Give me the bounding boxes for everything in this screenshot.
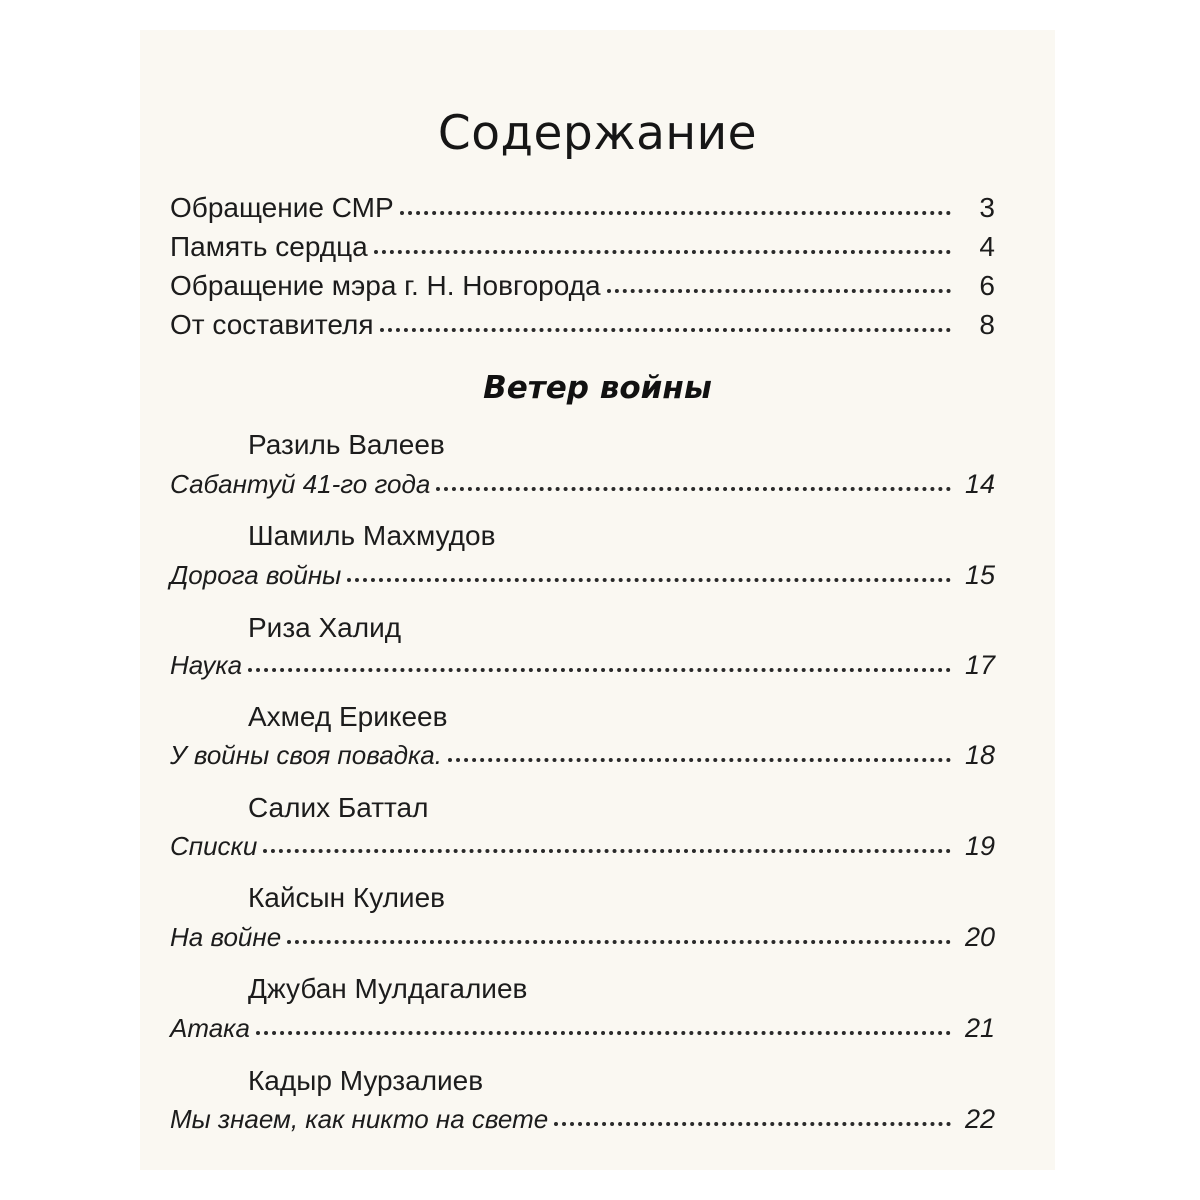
toc-entry (170, 919, 995, 955)
author-name: Шамиль Махмудов (248, 520, 496, 551)
toc-entry-page: 6 (979, 270, 995, 301)
author-name: Кайсын Кулиев (248, 882, 446, 913)
toc-entry-page: 19 (964, 831, 995, 861)
toc-entry-label: Память сердца (170, 231, 368, 262)
work-title: У войны своя повадка. (170, 740, 442, 770)
toc-entry-page: 21 (964, 1013, 995, 1043)
dot-leader (248, 668, 951, 672)
author-name: Риза Халид (248, 612, 402, 643)
dot-leader (448, 758, 951, 762)
work-title: Дорога войны (170, 560, 342, 590)
toc-entry-label: От составителя (170, 309, 374, 340)
dot-leader (263, 849, 951, 853)
author-name: Салих Баттал (248, 792, 429, 823)
toc-entry-page: 3 (979, 192, 995, 223)
work-title: На войне (170, 922, 282, 952)
toc-entry (170, 466, 995, 502)
dot-leader (436, 487, 951, 491)
toc-entry-label: Обращение мэра г. Н. Новгорода (170, 270, 601, 301)
toc-entry (170, 1101, 995, 1137)
toc-entry-page: 4 (979, 231, 995, 262)
toc-entry-page: 14 (964, 469, 995, 499)
dot-leader (554, 1122, 951, 1126)
toc-entry (170, 647, 995, 683)
toc-entry (170, 307, 995, 343)
work-title: Списки (170, 831, 258, 861)
toc-entry-page: 15 (964, 560, 995, 590)
toc-entry (170, 268, 995, 304)
dot-leader (287, 940, 951, 944)
toc-entry-page: 18 (964, 740, 995, 770)
toc-entry-page: 8 (979, 309, 995, 340)
work-title: Мы знаем, как никто на свете (170, 1104, 549, 1134)
toc-entry (170, 828, 995, 864)
toc-entry-page: 20 (964, 922, 995, 952)
work-title: Сабантуй 41-го года (170, 469, 431, 499)
toc-entry (170, 557, 995, 593)
toc-entry (170, 229, 995, 265)
toc-entry-page: 17 (964, 650, 995, 680)
section-heading: Ветер войны (483, 370, 712, 406)
author-name: Ахмед Ерикеев (248, 701, 448, 732)
dot-leader (374, 250, 951, 254)
toc-entry-label: Обращение СМР (170, 192, 394, 223)
toc-entry (170, 190, 995, 226)
dot-leader (347, 578, 951, 582)
dot-leader (607, 289, 951, 293)
work-title: Наука (170, 650, 243, 680)
author-name: Разиль Валеев (248, 429, 445, 460)
dot-leader (400, 211, 951, 215)
book-page (140, 30, 1055, 1170)
toc-entry (170, 737, 995, 773)
author-name: Кадыр Мурзалиев (248, 1065, 484, 1096)
toc-entry-page: 22 (964, 1104, 995, 1134)
dot-leader (380, 328, 951, 332)
author-name: Джубан Мулдагалиев (248, 973, 528, 1004)
work-title: Атака (170, 1013, 250, 1043)
page-title: Содержание (437, 106, 758, 161)
dot-leader (256, 1031, 951, 1035)
toc-entry (170, 1010, 995, 1046)
